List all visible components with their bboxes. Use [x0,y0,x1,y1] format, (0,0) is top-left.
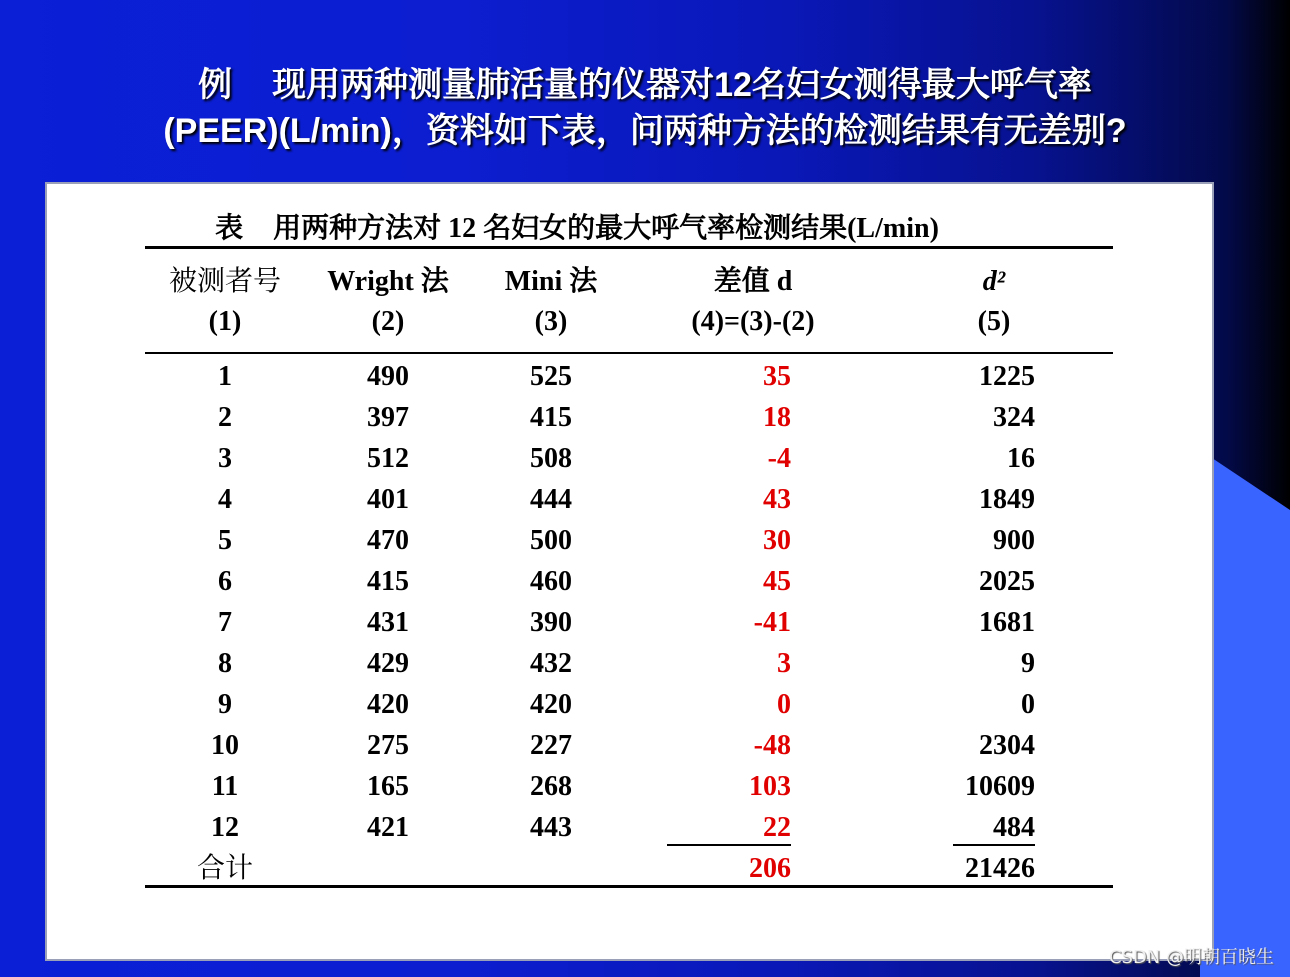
cell-subject-no: 6 [218,566,232,597]
header-d-squared-index: (5) [977,306,1011,337]
header-wright-title: Wright 法 [327,266,449,297]
cell-mini-value: 268 [530,771,572,802]
header-difference [647,262,859,342]
cell-wright-value: 397 [367,402,409,433]
total-label: 合计 [196,853,253,884]
cell-subject-no: 11 [211,771,239,802]
cell-mini-value: 500 [530,525,572,556]
cell-subject-no: 12 [211,812,239,843]
table-caption [47,206,1107,246]
title-line-2: (PEER)(L/min)，资料如下表，问两种方法的检测结果有无差别? [163,112,1127,150]
cell-wright-value: 415 [367,566,409,597]
cell-wright-value: 429 [367,648,409,679]
header-subject-no [165,262,285,342]
cell-mini-value: 227 [530,730,572,761]
table-panel [45,182,1214,961]
title-line-1 [0,62,1290,108]
cell-mini-value: 444 [530,484,572,515]
header-d-squared-title: d² [982,266,1006,297]
cell-mini-value: 508 [530,443,572,474]
slide-title [0,62,1290,154]
cell-difference-value: 18 [763,402,791,433]
cell-d-squared-value: 2304 [979,730,1035,761]
cell-wright-value: 512 [367,443,409,474]
header-subject-no-title: 被测者号 [168,266,281,297]
caption-text: 用两种方法对 12 名妇女的最大呼气率检测结果(L/min) [273,213,939,244]
cell-difference-value: 30 [763,525,791,556]
total-difference: 206 [749,853,791,884]
caption-prefix: 表 [215,213,244,244]
cell-subject-no: 7 [218,607,232,638]
cell-difference-value: -48 [753,730,791,761]
cell-subject-no: 8 [218,648,232,679]
cell-difference-value: 0 [777,689,791,720]
cell-wright-value: 431 [367,607,409,638]
cell-d-squared-value: 484 [993,812,1035,843]
header-difference-title: 差值 d [713,266,793,297]
cell-mini-value: 420 [530,689,572,720]
cell-d-squared-value: 1849 [979,484,1035,515]
cell-difference-value: -4 [767,443,791,474]
cell-wright-value: 420 [367,689,409,720]
cell-d-squared-value: 2025 [979,566,1035,597]
header-d-squared [927,262,1061,342]
header-mini-title: Mini 法 [504,266,598,297]
cell-wright-value: 165 [367,771,409,802]
top-rule [145,246,1113,249]
cell-d-squared-value: 16 [1007,443,1035,474]
header-wright-index: (2) [371,306,405,337]
cell-subject-no: 9 [218,689,232,720]
cell-difference-value: 3 [777,648,791,679]
cell-mini-value: 525 [530,361,572,392]
cell-subject-no: 1 [218,361,232,392]
header-difference-index: (4)=(3)-(2) [691,306,815,337]
header-mini [490,262,612,342]
cell-wright-value: 421 [367,812,409,843]
cell-mini-value: 443 [530,812,572,843]
cell-d-squared-value: 324 [993,402,1035,433]
title-lead: 例 [198,66,233,104]
cell-subject-no: 5 [218,525,232,556]
cell-wright-value: 470 [367,525,409,556]
watermark: CSDN @明朝百晓生 [1108,947,1274,968]
cell-d-squared-value: 1681 [979,607,1035,638]
cell-mini-value: 390 [530,607,572,638]
header-mini-index: (3) [534,306,568,337]
cell-difference-value: 43 [763,484,791,515]
total-d-squared: 21426 [965,853,1035,884]
cell-subject-no: 2 [218,402,232,433]
cell-difference-value: 45 [763,566,791,597]
difference-sum-rule [667,844,791,846]
cell-difference-value: 103 [749,771,791,802]
cell-difference-value: 35 [763,361,791,392]
cell-mini-value: 415 [530,402,572,433]
header-rule [145,352,1113,354]
cell-mini-value: 460 [530,566,572,597]
cell-wright-value: 275 [367,730,409,761]
cell-subject-no: 10 [211,730,239,761]
title-line-1-text: 现用两种测量肺活量的仪器对12名妇女测得最大呼气率 [272,66,1092,104]
cell-difference-value: -41 [753,607,791,638]
header-wright [327,262,449,342]
cell-subject-no: 4 [218,484,232,515]
cell-d-squared-value: 1225 [979,361,1035,392]
header-subject-no-index: (1) [208,306,242,337]
cell-subject-no: 3 [218,443,232,474]
cell-d-squared-value: 10609 [965,771,1035,802]
cell-wright-value: 490 [367,361,409,392]
cell-d-squared-value: 9 [1021,648,1035,679]
cell-d-squared-value: 0 [1021,689,1035,720]
cell-mini-value: 432 [530,648,572,679]
cell-d-squared-value: 900 [993,525,1035,556]
bottom-rule [145,885,1113,888]
d-squared-sum-rule [953,844,1035,846]
cell-difference-value: 22 [763,812,791,843]
cell-wright-value: 401 [367,484,409,515]
